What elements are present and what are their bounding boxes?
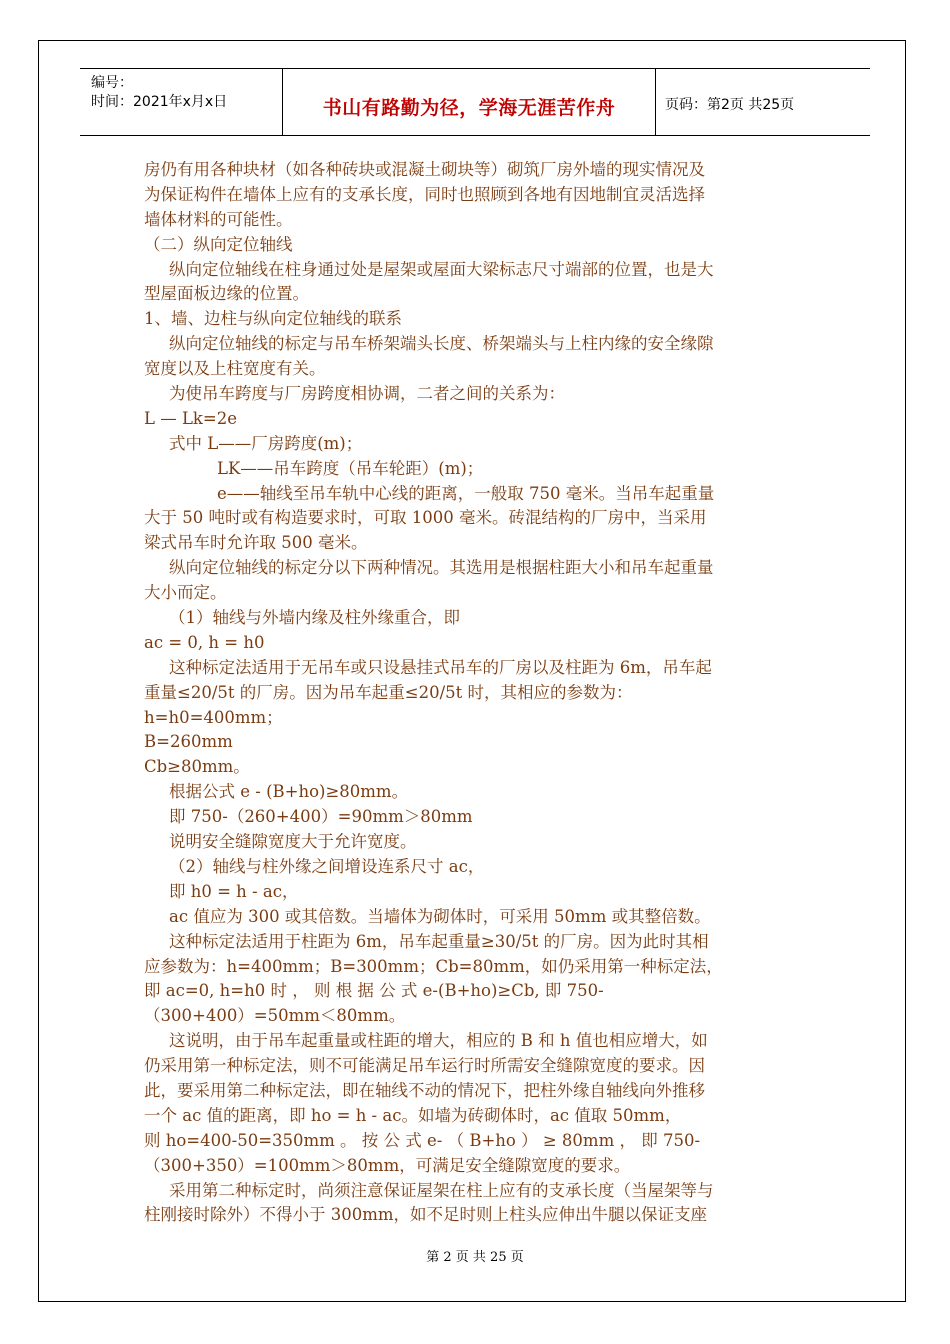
- text-line: 宽度以及上柱宽度有关。: [144, 359, 326, 379]
- subsection-heading: 1、墙、边柱与纵向定位轴线的联系: [144, 309, 402, 329]
- section-heading: （二）纵向定位轴线: [144, 234, 293, 254]
- text-line: 即 ac=0, h=h0 时 ， 则 根 据 公 式 e-(B+ho)≥Cb, 即 750-: [144, 981, 604, 1001]
- document-body: [144, 158, 812, 1228]
- formula-line: B=260mm: [144, 732, 233, 752]
- text-line: （300+400）=50mm＜80mm。: [144, 1006, 406, 1026]
- text-line: 应参数为：h=400mm；B=300mm；Cb=80mm，如仍采用第一种标定法，: [144, 956, 723, 976]
- text-line: 这种标定法适用于无吊车或只设悬挂式吊车的厂房以及柱距为 6m，吊车起: [169, 657, 712, 677]
- text-line: 即 750-（260+400）=90mm＞80mm: [169, 807, 473, 827]
- header-page-info: 页码：第2页 共25页: [665, 97, 795, 113]
- header-page-cell: [656, 69, 870, 135]
- text-line: 纵向定位轴线的标定分以下两种情况。其选用是根据柱距大小和吊车起重量: [169, 558, 714, 578]
- text-line: （1）轴线与外墙内缘及柱外缘重合，即: [169, 608, 460, 628]
- text-line: 则 ho=400-50=350mm 。 按 公 式 e- （ B+ho ） ≥ 80mm ， 即 750-: [144, 1130, 701, 1150]
- text-line: 一个 ac 值的距离，即 ho = h - ac。如墙为砖砌体时，ac 值取 50mm，: [144, 1105, 682, 1125]
- formula-line: h=h0=400mm；: [144, 707, 283, 727]
- text-line: 仍采用第一种标定法，则不可能满足吊车运行时所需安全缝隙宽度的要求。因: [144, 1056, 705, 1076]
- text-line: 采用第二种标定时，尚须注意保证屋架在柱上应有的支承长度（当屋架等与: [169, 1180, 714, 1200]
- text-line: 重量≤20/5t 的厂房。因为吊车起重≤20/5t 时，其相应的参数为：: [144, 682, 633, 702]
- header-meta-cell: [80, 69, 283, 135]
- text-line: 墙体材料的可能性。: [144, 209, 293, 229]
- text-line: 纵向定位轴线在柱身通过处是屋架或屋面大梁标志尺寸端部的位置，也是大: [169, 259, 714, 279]
- text-line: e——轴线至吊车轨中心线的距离，一般取 750 毫米。当吊车起重量: [217, 483, 715, 503]
- formula-line: ac = 0, h = h0: [144, 632, 265, 652]
- text-line: 梁式吊车时允许取 500 毫米。: [144, 533, 368, 553]
- text-line: 房仍有用各种块材（如各种砖块或混凝土砌块等）砌筑厂房外墙的现实情况及: [144, 160, 705, 179]
- text-line: 即 h0 = h - ac，: [169, 881, 299, 901]
- text-line: 为保证构件在墙体上应有的支承长度，同时也照顾到各地有因地制宜灵活选择: [144, 184, 705, 204]
- text-line: 此，要采用第二种标定法，即在轴线不动的情况下，把柱外缘自轴线向外推移: [144, 1080, 705, 1100]
- text-line: 为使吊车跨度与厂房跨度相协调，二者之间的关系为：: [169, 384, 565, 404]
- text-line: ac 值应为 300 或其倍数。当墙体为砌体时，可采用 50mm 或其整倍数。: [169, 906, 711, 926]
- text-line: （300+350）=100mm＞80mm，可满足安全缝隙宽度的要求。: [144, 1155, 631, 1175]
- page-footer: 第 2 页 共 25 页: [426, 1250, 524, 1265]
- text-line: 根据公式 e - (B+ho)≥80mm。: [169, 782, 409, 802]
- formula-line: Cb≥80mm。: [144, 757, 250, 777]
- text-line: 这种标定法适用于柱距为 6m，吊车起重量≥30/5t 的厂房。因为此时其相: [169, 931, 709, 951]
- text-line: 说明安全缝隙宽度大于允许宽度。: [169, 832, 417, 852]
- document-date: 时间：2021年x月x日: [91, 94, 228, 110]
- page-header: [80, 68, 870, 136]
- text-line: 这说明，由于吊车起重量或柱距的增大，相应的 B 和 h 值也相应增大，如: [169, 1031, 708, 1051]
- document-number-label: 编号：: [91, 75, 133, 91]
- text-line: 柱刚接时除外）不得小于 300mm，如不足时则上柱头应伸出牛腿以保证支座: [144, 1205, 708, 1225]
- text-line: 纵向定位轴线的标定与吊车桥架端头长度、桥架端头与上柱内缘的安全缘隙: [169, 334, 714, 354]
- text-line: 式中 L——厂房跨度(m)；: [169, 433, 363, 453]
- formula-line: L — Lk=2e: [144, 408, 237, 428]
- header-motto: 书山有路勤为径，学海无涯苦作舟: [322, 97, 616, 119]
- text-line: 大小而定。: [144, 583, 227, 603]
- header-motto-cell: [283, 69, 656, 135]
- text-line: 大于 50 吨时或有构造要求时，可取 1000 毫米。砖混结构的厂房中，当采用: [144, 508, 707, 528]
- text-line: 型屋面板边缘的位置。: [144, 284, 309, 304]
- text-line: （2）轴线与柱外缘之间增设连系尺寸 ac，: [169, 856, 485, 876]
- text-line: LK——吊车跨度（吊车轮距）(m)；: [217, 458, 484, 478]
